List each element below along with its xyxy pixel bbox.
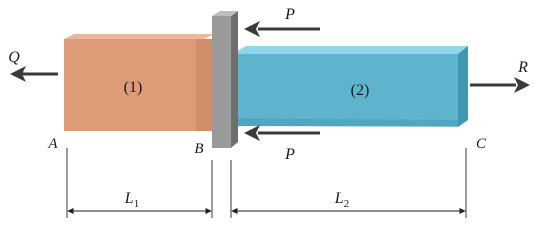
collar-front-face [212,16,231,148]
load-r-arrow [470,77,530,93]
load-p-bottom-label: P [285,146,295,163]
segment-2-end-face [458,46,468,127]
dimension-l1-label: $L_1$ [124,190,140,210]
load-q-arrow [10,66,58,82]
segment-2-label: (2) [350,82,370,99]
segment-2-front-face [232,54,460,126]
segment-1-label: (1) [123,79,143,96]
collar-side-face [231,11,238,148]
load-r-label: R [518,59,528,76]
load-p-top-label: P [285,6,295,23]
dimension-l2-label: $L_2$ [334,190,350,210]
load-p-bottom-arrow [244,125,320,141]
point-a-label: A [48,136,58,152]
segment-1-top-face [64,34,214,39]
point-c-label: C [475,136,487,152]
point-b-label: B [194,141,204,157]
segment-1-shade [196,39,212,131]
collar-plate [212,11,238,148]
load-q-label: Q [8,49,20,66]
load-p-top-arrow [244,21,320,37]
segment-2-top-face [232,46,468,54]
